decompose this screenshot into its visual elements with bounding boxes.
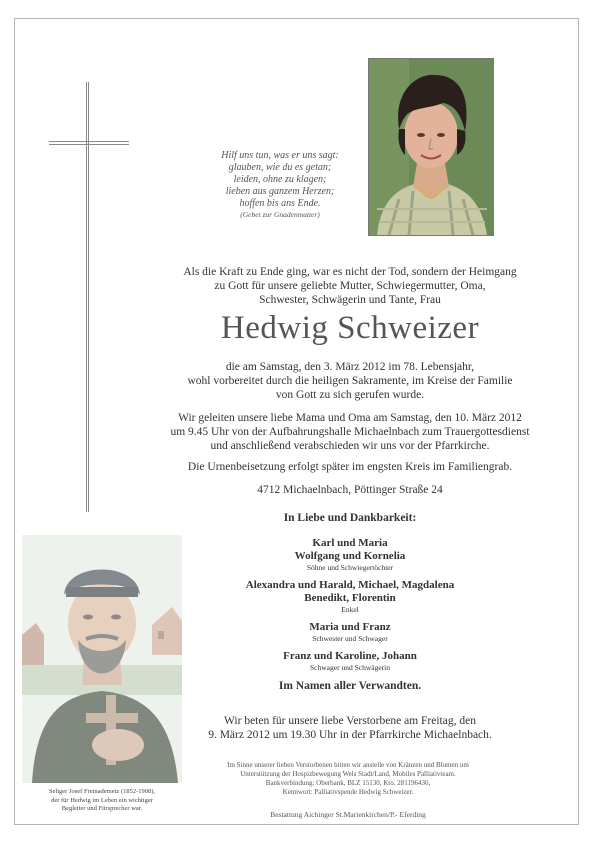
note-line: Kennwort: Palliativspende Hedwig Schweizer. xyxy=(282,788,414,796)
funeral-line: Wir geleiten unsere liebe Mama und Oma am Samstag, den 10. März 2012 xyxy=(178,412,522,424)
donation-note xyxy=(180,761,516,797)
died-line: wohl vorbereitet durch die heiligen Sakramente, im Kreise der Familie xyxy=(187,375,513,387)
address: 4712 Michaelnbach, Pöttinger Straße 24 xyxy=(257,484,443,496)
saint-caption-line: der für Hedwig im Leben ein wichtiger xyxy=(51,796,153,804)
mourner-group xyxy=(150,579,550,614)
mass-line: 9. März 2012 um 19.30 Uhr in der Pfarrkirche Michaelnbach. xyxy=(208,729,492,741)
portrait-photo xyxy=(368,58,494,236)
mourner-group xyxy=(150,537,550,572)
poem-line: glauben, wie du es getan; xyxy=(228,162,332,173)
funeral-line: um 9.45 Uhr von der Aufbahrungshalle Michaelnbach zum Trauergottesdienst xyxy=(170,426,530,438)
funeral-line: und anschließend verabschieden wir uns vor der Pfarrkirche. xyxy=(210,440,490,452)
note-line: Bankverbindung: Oberbank, BLZ 15130, Kto. 281196436, xyxy=(265,779,431,787)
mourner-names: Maria und Franz xyxy=(309,621,391,633)
mourner-relation: Schwester und Schwager xyxy=(312,634,388,643)
mourner-relation: Söhne und Schwiegertöchter xyxy=(306,563,394,572)
mourner-names: Wolfgang und Kornelia xyxy=(294,550,406,562)
mourner-group xyxy=(150,621,550,643)
deceased-name: Hedwig Schweizer xyxy=(220,310,480,346)
saint-illustration xyxy=(22,535,182,783)
mourner-names: Alexandra und Harald, Michael, Magdalena xyxy=(245,579,455,591)
saint-caption xyxy=(22,788,182,814)
saint-caption-line: Begleiter und Fürsprecher war. xyxy=(61,805,143,812)
mourner-relation: Enkel xyxy=(341,605,359,614)
cross-horizontal-bar xyxy=(49,141,129,145)
mourner-names: Franz und Karoline, Johann xyxy=(283,650,417,662)
poem-source: (Gebet zur Gnadenmutter) xyxy=(240,210,320,219)
prayer-poem xyxy=(210,150,350,219)
portrait-illustration xyxy=(369,59,493,235)
mourners-list xyxy=(150,511,550,693)
urn-burial-text: Die Urnenbeisetzung erfolgt später im engsten Kreis im Familiengrab. xyxy=(187,461,513,473)
died-line: die am Samstag, den 3. März 2012 im 78. Lebensjahr, xyxy=(225,361,475,373)
mourners-closing: Im Namen aller Verwandten. xyxy=(278,680,422,692)
mourner-names: Karl und Maria xyxy=(312,537,388,549)
prayer-mass-text xyxy=(150,714,550,742)
death-notice-text xyxy=(150,360,550,402)
intro-text xyxy=(150,265,550,307)
poem-line: Hilf uns tun, was er uns sagt: xyxy=(221,150,339,161)
intro-line: Schwester, Schwägerin und Tante, Frau xyxy=(259,294,441,306)
saint-image xyxy=(22,535,182,783)
poem-line: lieben aus ganzem Herzen; xyxy=(225,186,335,197)
intro-line: zu Gott für unsere geliebte Mutter, Schwiegermutter, Oma, xyxy=(214,280,486,292)
poem-line: leiden, ohne zu klagen; xyxy=(233,174,327,185)
funeral-text xyxy=(150,411,550,453)
mourners-lead: In Liebe und Dankbarkeit: xyxy=(283,512,417,524)
poem-line: hoffen bis ans Ende. xyxy=(239,198,321,209)
undertaker-credit: Bestattung Aichinger St.Marienkirchen/P.- Eferding xyxy=(270,810,426,819)
mourner-names: Benedikt, Florentin xyxy=(304,592,396,604)
saint-caption-line: Seliger Josef Freinademetz (1852-1908), xyxy=(48,788,156,795)
intro-line: Als die Kraft zu Ende ging, war es nicht der Tod, sondern der Heimgang xyxy=(183,266,517,278)
mourner-relation: Schwager und Schwägerin xyxy=(310,663,390,672)
note-line: Unterstützung der Hospizbewegung Wels Stadt/Land, Mobiles Palliativteam. xyxy=(240,770,456,778)
died-line: von Gott zu sich gerufen wurde. xyxy=(275,389,425,401)
mass-line: Wir beten für unsere liebe Verstorbene am Freitag, den xyxy=(224,715,476,727)
cross-vertical-bar xyxy=(86,82,89,512)
note-line: Im Sinne unserer lieben Verstorbenen bitten wir anstelle von Kränzen und Blumen um xyxy=(227,761,469,769)
mourner-group xyxy=(150,650,550,672)
